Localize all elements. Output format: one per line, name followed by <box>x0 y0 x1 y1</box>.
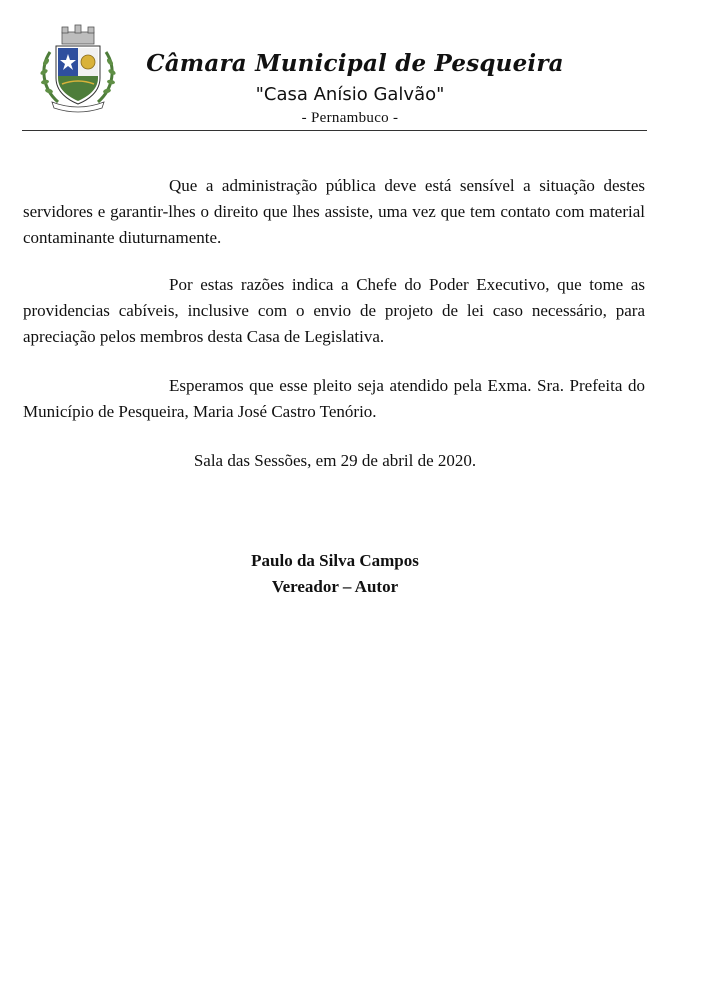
paragraph-1-text: Que a administração pública deve está sensível a situação destes servidores e garantir-lhes o direito que lhes assiste, uma vez que tem contato com material contaminante diuturnamente. <box>23 176 645 247</box>
paragraph-1 <box>23 173 645 251</box>
letterhead <box>0 0 720 135</box>
coat-of-arms-icon <box>36 22 120 114</box>
session-date: Sala das Sessões, em 29 de abril de 2020. <box>193 451 477 470</box>
paragraph-2 <box>23 272 645 350</box>
institution-subtitle: "Casa Anísio Galvão" <box>255 84 445 105</box>
paragraph-2-text: Por estas razões indica a Chefe do Poder Executivo, que tome as providencias cabíveis, inclusive com o envio de projeto de lei caso necessário, para apreciação pelos membros desta Casa de Legislativa. <box>23 275 645 346</box>
signatory-name: Paulo da Silva Campos <box>251 551 419 570</box>
signatory-role: Vereador – Autor <box>271 577 399 596</box>
state-line: - Pernambuco - <box>301 110 399 126</box>
paragraph-3-text: Esperamos que esse pleito seja atendido pela Exma. Sra. Prefeita do Município de Pesqueira, Maria José Castro Tenório. <box>23 376 645 421</box>
header-divider <box>22 130 647 131</box>
institution-title: Câmara Municipal de Pesqueira <box>146 50 564 77</box>
paragraph-3 <box>23 373 645 425</box>
